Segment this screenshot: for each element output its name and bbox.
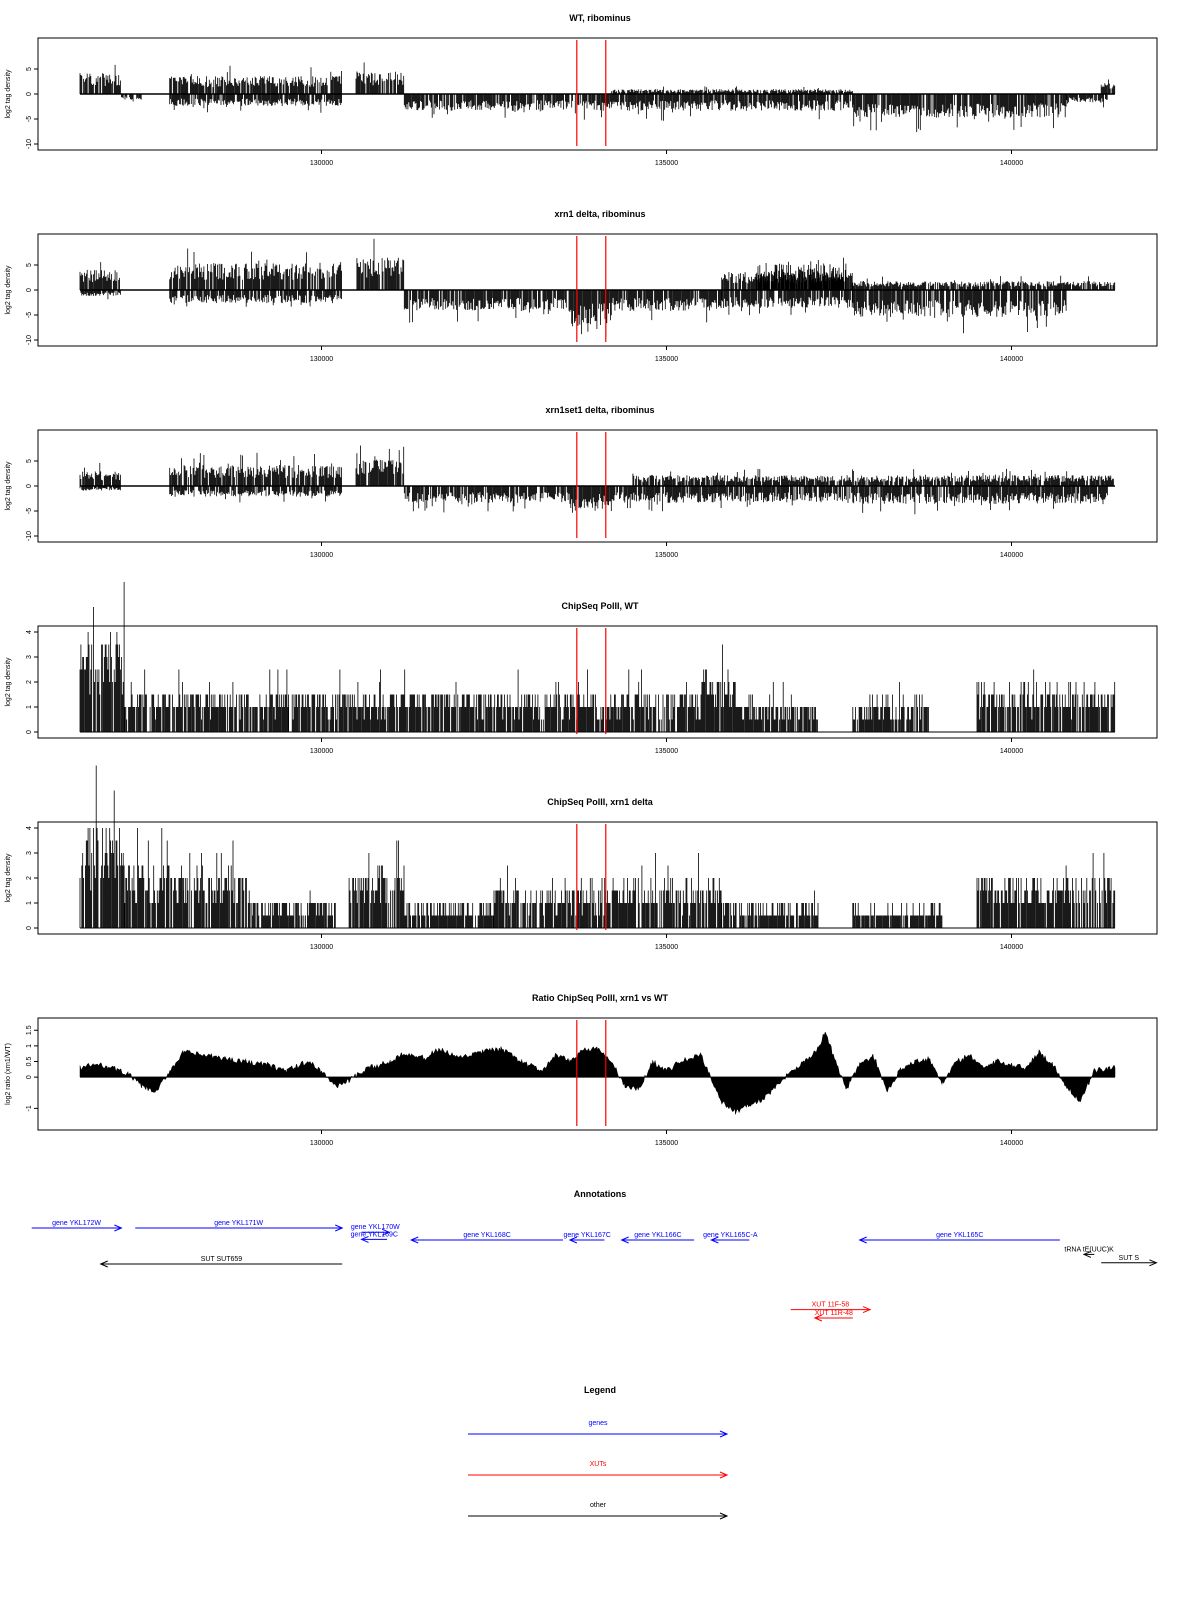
y-tick-label: 2 [26,876,33,880]
panel-title-3: xrn1set1 delta, ribominus [545,405,655,415]
annotation-label: tRNA tE(UUC)K [1064,1246,1114,1254]
panel-title-1: WT, ribominus [569,13,631,23]
y-tick-label: 0 [26,92,33,96]
x-tick-label: 130000 [309,160,334,167]
y-tick-label: 5 [26,263,33,267]
y-tick-label: -1 [26,1105,33,1112]
y-tick-label: 0.5 [26,1056,33,1067]
x-tick-label: 140000 [999,160,1024,167]
x-tick-label: 140000 [999,944,1024,951]
annotation-label: gene YKL171W [214,1220,264,1227]
y-axis-label: log2 tag density [5,69,12,119]
annotation-label: SUT S [1118,1254,1140,1262]
panel-3 [5,430,1157,559]
annotation-label: gene YKL172W [52,1220,102,1227]
y-tick-label: 1.5 [26,1025,33,1036]
annotation-label: gene YKL165C-A [703,1232,758,1239]
annotation-label: gene YKL169C [350,1231,398,1239]
y-tick-label: 0 [26,1075,33,1080]
x-tick-label: 130000 [309,1140,334,1147]
y-tick-label: 1 [26,901,33,905]
signal-bars [80,63,1115,133]
y-tick-label: 2 [26,680,33,684]
y-tick-label: 0 [26,926,33,930]
annotations-track [32,1220,1157,1321]
x-tick-label: 135000 [654,160,679,167]
y-tick-label: -5 [26,311,33,319]
panel-title-2: xrn1 delta, ribominus [554,209,646,219]
legend [468,1420,727,1519]
x-tick-label: 130000 [309,748,334,755]
annotation-label: gene YKL167C [563,1232,611,1239]
signal-bars [80,582,1115,732]
x-tick-label: 135000 [654,552,679,559]
x-tick-label: 130000 [309,356,334,363]
legend-label: genes [588,1420,608,1427]
annotation-label: gene YKL166C [634,1232,682,1239]
annotation-label: XUT 11F-58 [811,1301,850,1309]
y-tick-label: 4 [26,630,33,634]
panel-6 [5,1018,1157,1147]
panel-2 [5,234,1157,363]
annotation-label: XUT 11R-48 [814,1310,853,1317]
y-axis-label: log2 tag density [5,265,12,315]
x-tick-label: 140000 [999,748,1024,755]
y-tick-label: 5 [26,459,33,463]
signal-bars [80,239,1115,337]
x-tick-label: 130000 [309,944,334,951]
y-axis-label: log2 ratio (xrn1/WT) [5,1043,12,1105]
legend-label: other [590,1502,606,1509]
annotation-label: gene YKL165C [936,1232,984,1239]
y-tick-label: -5 [26,115,33,123]
y-tick-label: 4 [26,826,33,830]
legend-title: Legend [583,1385,616,1395]
x-tick-label: 140000 [999,1140,1024,1147]
panel-title-5: ChipSeq PolII, xrn1 delta [547,797,653,807]
y-tick-label: 5 [26,67,33,71]
signal-bars [80,766,1115,929]
panel-title-4: ChipSeq PolII, WT [561,601,639,611]
y-tick-label: -10 [26,334,33,346]
annotation-label: gene YKL168C [463,1232,511,1239]
x-tick-label: 135000 [654,356,679,363]
y-tick-label: 0 [26,484,33,488]
panel-4 [5,582,1157,755]
y-axis-label: log2 tag density [5,657,12,707]
x-tick-label: 135000 [654,944,679,951]
panel-title-6: Ratio ChipSeq PolII, xrn1 vs WT [531,993,669,1003]
y-tick-label: -10 [26,530,33,542]
y-tick-label: -10 [26,138,33,150]
y-tick-label: 0 [26,730,33,734]
ratio-area [80,1032,1115,1114]
panel-1 [5,38,1157,167]
annotation-label: SUT SUT659 [200,1256,243,1263]
x-tick-label: 135000 [654,1140,679,1147]
x-tick-label: 130000 [309,552,334,559]
signal-bars [80,446,1114,515]
y-tick-label: 3 [26,655,33,659]
y-axis-label: log2 tag density [5,461,12,511]
annotations-title: Annotations [573,1189,627,1199]
annotation-label: gene YKL170W [350,1224,400,1232]
y-tick-label: 0 [26,288,33,292]
x-tick-label: 135000 [654,748,679,755]
x-tick-label: 140000 [999,552,1024,559]
x-tick-label: 140000 [999,356,1024,363]
y-tick-label: 3 [26,851,33,855]
y-axis-label: log2 tag density [5,853,12,903]
y-tick-label: 1 [26,1043,33,1048]
legend-label: XUTs [589,1461,607,1468]
y-tick-label: -5 [26,507,33,515]
panel-5 [5,766,1157,952]
y-tick-label: 1 [26,705,33,709]
